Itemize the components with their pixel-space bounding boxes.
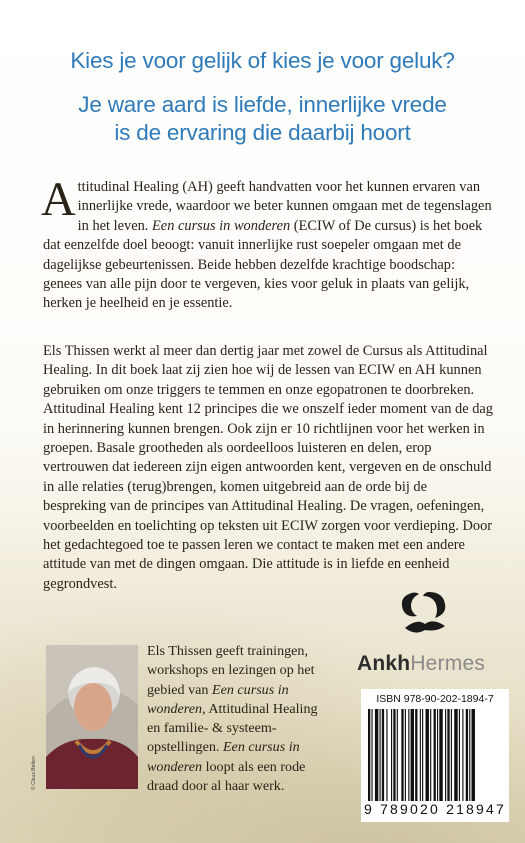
headline-statement — [0, 91, 525, 147]
ankh-hermes-logo-icon — [395, 588, 451, 642]
photo-credit: © Claus Betten — [31, 756, 37, 790]
bio-book-title-1: Een cursus in wonderen — [147, 681, 289, 717]
intro-text-lead: ttitudinal Healing (AH) geeft handvatten voor het kunnen ervaren van innerlijke vrede, waardoor we beter kunnen omgaan met de tegenslagen in het leven. — [77, 179, 492, 234]
headline-question: Kies je voor gelijk of kies je voor geluk? — [70, 48, 455, 73]
isbn-label: ISBN 978-90-202-1894-7 — [376, 693, 494, 705]
publisher-name-part2: Hermes — [410, 652, 486, 675]
publisher-name — [357, 652, 485, 676]
isbn-barcode — [361, 689, 509, 822]
headline-statement-line1: Je ware aard is liefde, innerlijke vrede — [78, 92, 447, 117]
publisher-name-part1: Ankh — [357, 652, 411, 675]
bio-text-2: , Attitudinal Healing en familie- & systeem-opstellingen. — [147, 700, 318, 756]
barcode-number: 9 789020 218947 — [364, 801, 506, 817]
bio-text-3: loopt als een rode draad door al haar werk. — [147, 758, 306, 795]
bio-book-title-2: Een cursus in wonderen — [147, 739, 300, 775]
intro-text-rest: (ECIW of De cursus) is het boek dat eenzelfde doel beoogt: vanuit innerlijke rust soepeler omgaan met de dagelijkse gebeurtenissen. Beide hebben dezelfde krachtige boodschap: genees van alle pijn door te vergeven, kies voor geluk in plaats van gelijk, herken je heelheid en je essentie. — [43, 217, 483, 312]
intro-paragraph — [41, 173, 493, 314]
intro-book-title: Een cursus in wonderen — [152, 217, 291, 234]
author-photo — [46, 645, 138, 789]
barcode-bars — [368, 709, 504, 801]
bio-text-1: Els Thissen geeft trainingen, workshops en lezingen op het gebied van — [147, 643, 315, 698]
author-bio — [147, 642, 323, 796]
drop-cap: A — [41, 173, 76, 226]
headline-statement-line2: is de ervaring die daarbij hoort — [114, 120, 411, 145]
body-paragraph: Els Thissen werkt al meer dan dertig jaar met zowel de Cursus als Attitudinal Healing. In dit boek laat zij zien hoe wij de lessen van ECIW en AH kunnen gebruiken om onze triggers te temmen en onze egopatronen te doorbreken. Attitudinal Healing kent 12 principes die we onszelf ieder moment van de dag in herinnering kunnen brengen. Ook zijn er 10 richtlijnen voor het werken in groepen. Basale grootheden als oordeelloos luisteren en delen, erop vertrouwen dat iedereen zijn eigen antwoorden kent, vergeven en de onschuld in alle relaties (terug)brengen, komen uitgebreid aan de orde bij de bespreking van de principes van Attitudinal Healing. De vragen, oefeningen, voorbeelden en toelichting op teksten uit ECIW zorgen voor verdieping. Door het gedachtegoed toe te passen leren we contact te maken met een andere attitude van met de dingen omgaan. Die attitude is in liefde en eenheid gegrondvest. — [43, 343, 493, 592]
